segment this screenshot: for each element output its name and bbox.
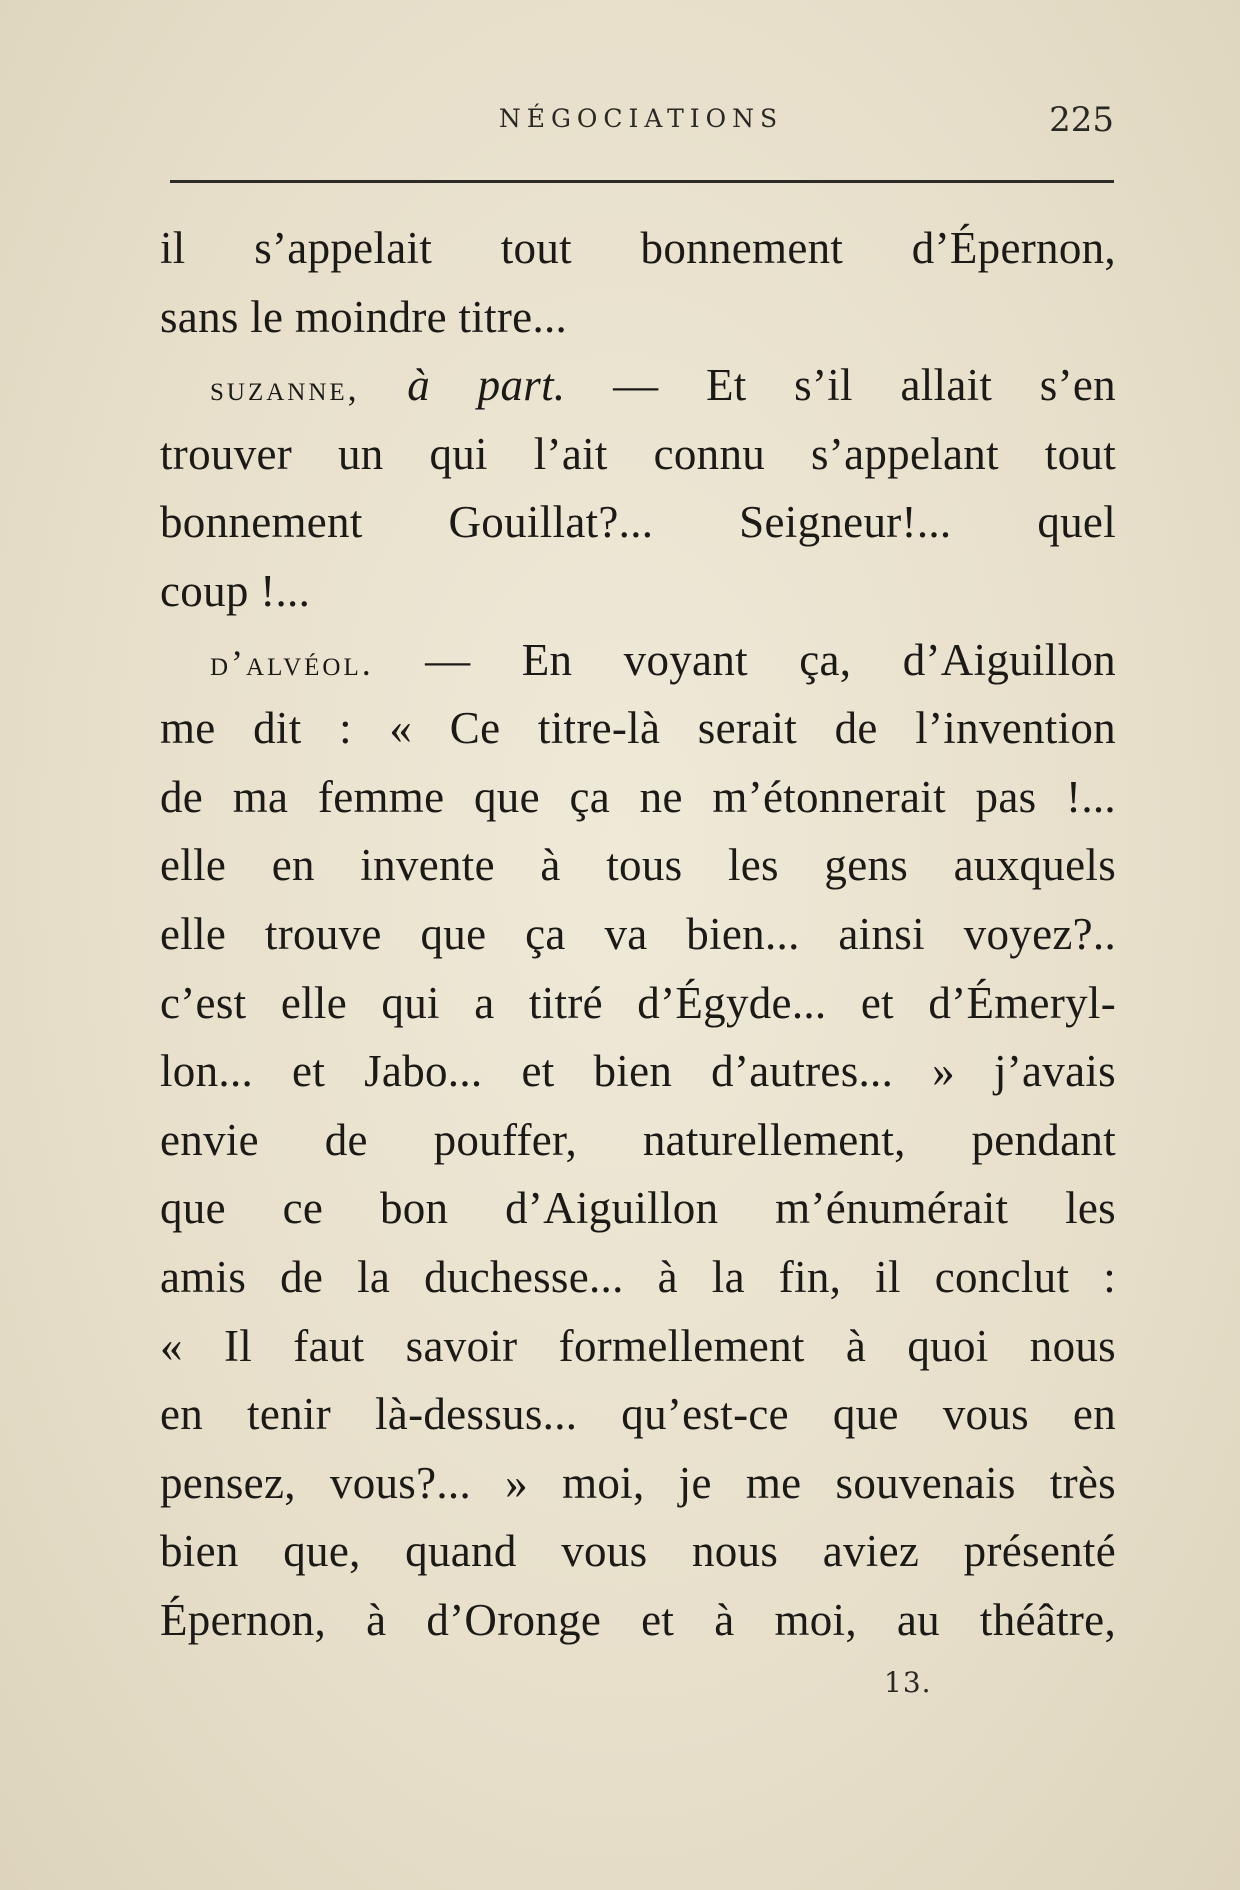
- dialogue-line: [160, 351, 1116, 420]
- header-rule: [170, 180, 1114, 183]
- text-line: trouver un qui l’ait connu s’appelant tout: [160, 428, 1116, 479]
- text-line: amis de la duchesse... à la fin, il conclut :: [160, 1251, 1116, 1302]
- text-line: pensez, vous?... » moi, je me souvenais très: [160, 1457, 1116, 1508]
- text-line: bonnement Gouillat?... Seigneur!... quel: [160, 497, 1116, 548]
- page-header: [168, 100, 1114, 148]
- text-line: elle en invente à tous les gens auxquels: [160, 840, 1116, 891]
- text-line: lon... et Jabo... et bien d’autres... » j’avais: [160, 1046, 1116, 1097]
- text-line: elle trouve que ça va bien... ainsi voyez?..: [160, 908, 1116, 959]
- running-title: NÉGOCIATIONS: [498, 104, 784, 133]
- text-line: envie de pouffer, naturellement, pendant: [160, 1114, 1116, 1165]
- speaker-name: suzanne,: [210, 368, 360, 409]
- stage-direction: à part.: [407, 360, 566, 411]
- dialogue-text: — En voyant ça, d’Aiguillon: [425, 634, 1116, 685]
- speaker-name: d’alvéol.: [210, 642, 374, 683]
- body-text: [160, 214, 1116, 1654]
- text-line: coup !...: [160, 565, 311, 616]
- signature-mark: 13.: [884, 1666, 932, 1699]
- page-number: 225: [1049, 100, 1114, 140]
- text-line: il s’appelait tout bonnement d’Épernon,: [160, 223, 1116, 273]
- dialogue-line: [160, 626, 1116, 695]
- text-line: en tenir là-dessus... qu’est-ce que vous en: [160, 1389, 1116, 1440]
- text-line: c’est elle qui a titré d’Égyde... et d’Émeryl-: [160, 977, 1116, 1028]
- text-line: bien que, quand vous nous aviez présenté: [160, 1526, 1116, 1577]
- dialogue-text: — Et s’il allait s’en: [613, 360, 1116, 411]
- text-line: Épernon, à d’Oronge et à moi, au théâtre,: [160, 1594, 1116, 1645]
- text-line: « Il faut savoir formellement à quoi nous: [160, 1320, 1116, 1371]
- text-line: sans le moindre titre...: [160, 291, 568, 342]
- text-line: de ma femme que ça ne m’étonnerait pas !...: [160, 771, 1116, 822]
- text-line: que ce bon d’Aiguillon m’énumérait les: [160, 1183, 1116, 1234]
- text-line: me dit : « Ce titre-là serait de l’invention: [160, 703, 1116, 754]
